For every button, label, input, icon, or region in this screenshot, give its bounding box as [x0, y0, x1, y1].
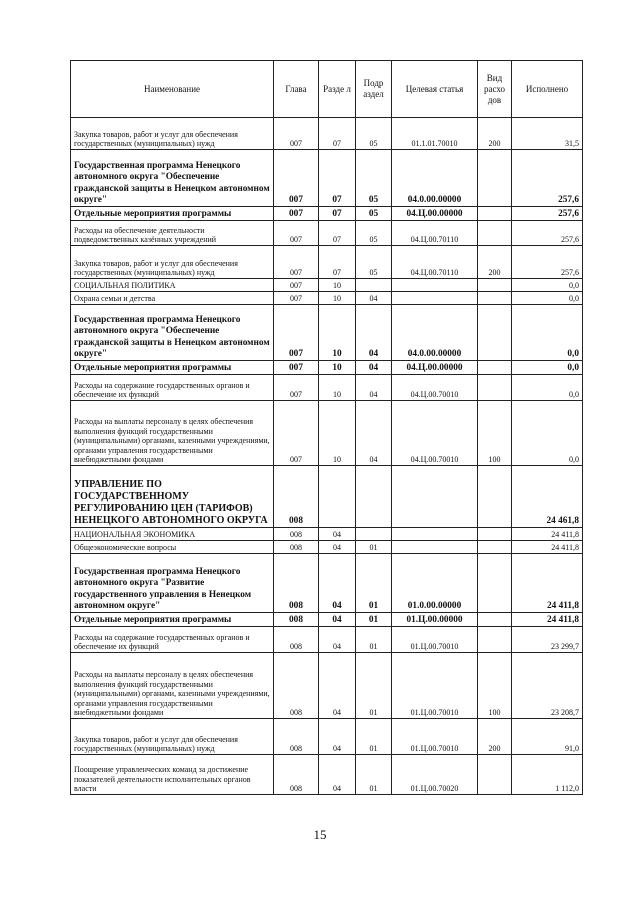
row-target-article: 04.0.00.00000 — [392, 305, 478, 361]
row-expense-type — [478, 554, 512, 613]
row-expense-type — [478, 279, 512, 292]
row-name: Отдельные мероприятия программы — [71, 207, 274, 221]
row-expense-type — [478, 627, 512, 653]
row-razdel: 07 — [319, 150, 356, 207]
row-razdel: 04 — [319, 528, 356, 541]
row-executed-amount: 23 299,7 — [512, 627, 583, 653]
row-razdel: 10 — [319, 292, 356, 305]
row-glava: 007 — [274, 150, 319, 207]
table-row — [71, 279, 583, 292]
row-executed-amount: 31,5 — [512, 118, 583, 150]
table-row — [71, 305, 583, 361]
row-glava: 007 — [274, 279, 319, 292]
row-target-article — [392, 292, 478, 305]
row-executed-amount: 24 411,8 — [512, 541, 583, 554]
row-razdel: 04 — [319, 719, 356, 755]
row-expense-type — [478, 755, 512, 795]
row-glava: 007 — [274, 118, 319, 150]
header-glava: Глава — [274, 61, 319, 118]
row-razdel: 10 — [319, 375, 356, 401]
header-executed: Исполнено — [512, 61, 583, 118]
table-row — [71, 755, 583, 795]
table-row — [71, 375, 583, 401]
row-podrazdel: 05 — [356, 207, 392, 221]
page-number: 15 — [313, 827, 327, 842]
row-target-article: 04.0.00.00000 — [392, 150, 478, 207]
row-target-article — [392, 528, 478, 541]
row-executed-amount: 0,0 — [512, 361, 583, 375]
header-expense-type: Вид расхо дов — [478, 61, 512, 118]
row-razdel: 04 — [319, 554, 356, 613]
row-glava: 007 — [274, 207, 319, 221]
row-glava: 007 — [274, 246, 319, 279]
row-target-article: 01.Ц.00.70010 — [392, 627, 478, 653]
row-podrazdel — [356, 279, 392, 292]
row-podrazdel: 01 — [356, 627, 392, 653]
row-glava: 007 — [274, 361, 319, 375]
row-razdel: 04 — [319, 541, 356, 554]
row-glava: 007 — [274, 221, 319, 246]
row-target-article: 04.Ц.00.70010 — [392, 375, 478, 401]
row-expense-type — [478, 613, 512, 627]
table-row — [71, 150, 583, 207]
table-row — [71, 528, 583, 541]
row-glava: 008 — [274, 653, 319, 719]
row-glava: 008 — [274, 466, 319, 528]
row-expense-type — [478, 292, 512, 305]
row-executed-amount: 24 411,8 — [512, 554, 583, 613]
table-row — [71, 361, 583, 375]
row-name: Расходы на содержание государственных органов и обеспечение их функций — [71, 375, 274, 401]
row-expense-type — [478, 361, 512, 375]
row-name: Поощрение управленческих команд за достижение показателей деятельности исполнительных органов власти — [71, 755, 274, 795]
row-razdel: 10 — [319, 305, 356, 361]
row-glava: 007 — [274, 292, 319, 305]
row-target-article: 01.0.00.00000 — [392, 554, 478, 613]
row-target-article: 01.1.01.70010 — [392, 118, 478, 150]
row-razdel: 10 — [319, 279, 356, 292]
row-expense-type — [478, 541, 512, 554]
row-executed-amount: 0,0 — [512, 401, 583, 466]
row-target-article: 04.Ц.00.00000 — [392, 207, 478, 221]
row-name: Отдельные мероприятия программы — [71, 361, 274, 375]
row-podrazdel: 01 — [356, 653, 392, 719]
row-glava: 007 — [274, 375, 319, 401]
table-row — [71, 118, 583, 150]
row-executed-amount: 257,6 — [512, 221, 583, 246]
row-expense-type — [478, 221, 512, 246]
row-name: Расходы на содержание государственных органов и обеспечение их функций — [71, 627, 274, 653]
row-razdel: 04 — [319, 755, 356, 795]
row-razdel: 04 — [319, 627, 356, 653]
row-expense-type: 100 — [478, 401, 512, 466]
row-razdel: 10 — [319, 401, 356, 466]
row-expense-type — [478, 150, 512, 207]
row-glava: 007 — [274, 401, 319, 466]
row-target-article: 04.Ц.00.00000 — [392, 361, 478, 375]
row-expense-type: 200 — [478, 118, 512, 150]
table-row — [71, 719, 583, 755]
row-expense-type — [478, 466, 512, 528]
row-executed-amount: 24 411,8 — [512, 528, 583, 541]
row-name: Общеэкономические вопросы — [71, 541, 274, 554]
row-podrazdel: 05 — [356, 118, 392, 150]
row-target-article — [392, 466, 478, 528]
row-razdel: 04 — [319, 613, 356, 627]
row-name: Государственная программа Ненецкого автономного округа "Развитие государственного управления в Ненецком автономном округе" — [71, 554, 274, 613]
row-glava: 007 — [274, 305, 319, 361]
table-row — [71, 541, 583, 554]
table-row — [71, 466, 583, 528]
row-podrazdel: 01 — [356, 613, 392, 627]
row-podrazdel: 01 — [356, 541, 392, 554]
row-target-article: 04.Ц.00.70010 — [392, 401, 478, 466]
table-row — [71, 653, 583, 719]
row-podrazdel: 05 — [356, 246, 392, 279]
row-target-article: 01.Ц.00.70010 — [392, 653, 478, 719]
table-row — [71, 207, 583, 221]
row-glava: 008 — [274, 627, 319, 653]
row-name: Расходы на обеспечение деятельности подведомственных казённых учреждений — [71, 221, 274, 246]
row-name: Отдельные мероприятия программы — [71, 613, 274, 627]
row-expense-type — [478, 528, 512, 541]
row-executed-amount: 257,6 — [512, 150, 583, 207]
row-executed-amount: 0,0 — [512, 279, 583, 292]
row-glava: 008 — [274, 613, 319, 627]
row-name: Закупка товаров, работ и услуг для обеспечения государственных (муниципальных) нужд — [71, 118, 274, 150]
table-row — [71, 401, 583, 466]
header-podrazdel: Подр аздел — [356, 61, 392, 118]
row-glava: 008 — [274, 719, 319, 755]
row-glava: 008 — [274, 554, 319, 613]
row-executed-amount: 0,0 — [512, 292, 583, 305]
row-executed-amount: 257,6 — [512, 207, 583, 221]
row-podrazdel: 04 — [356, 305, 392, 361]
header-name: Наименование — [71, 61, 274, 118]
row-expense-type: 200 — [478, 719, 512, 755]
row-name: Расходы на выплаты персоналу в целях обеспечения выполнения функций государственными (муниципальными) органами, казенными учреждениями, органами управления государственными внебюджетными фондами — [71, 653, 274, 719]
row-name: Закупка товаров, работ и услуг для обеспечения государственных (муниципальных) нужд — [71, 719, 274, 755]
row-glava: 008 — [274, 755, 319, 795]
row-target-article: 04.Ц.00.70110 — [392, 246, 478, 279]
header-razdel: Разде л — [319, 61, 356, 118]
row-podrazdel — [356, 466, 392, 528]
row-razdel: 04 — [319, 653, 356, 719]
row-razdel: 07 — [319, 118, 356, 150]
row-target-article — [392, 279, 478, 292]
row-expense-type — [478, 305, 512, 361]
row-podrazdel: 01 — [356, 719, 392, 755]
row-expense-type — [478, 207, 512, 221]
row-name: Закупка товаров, работ и услуг для обеспечения государственных (муниципальных) нужд — [71, 246, 274, 279]
row-target-article: 01.Ц.00.00000 — [392, 613, 478, 627]
row-name: Государственная программа Ненецкого автономного округа "Обеспечение гражданской защиты в Ненецком автономном округе" — [71, 150, 274, 207]
row-target-article: 01.Ц.00.70020 — [392, 755, 478, 795]
row-name: НАЦИОНАЛЬНАЯ ЭКОНОМИКА — [71, 528, 274, 541]
row-razdel: 07 — [319, 246, 356, 279]
row-executed-amount: 0,0 — [512, 375, 583, 401]
row-executed-amount: 257,6 — [512, 246, 583, 279]
row-name: Государственная программа Ненецкого автономного округа "Обеспечение гражданской защиты в Ненецком автономном округе" — [71, 305, 274, 361]
row-podrazdel: 05 — [356, 221, 392, 246]
row-executed-amount: 24 461,8 — [512, 466, 583, 528]
table-body — [71, 118, 583, 795]
table-row — [71, 627, 583, 653]
table-row — [71, 613, 583, 627]
row-podrazdel: 04 — [356, 401, 392, 466]
row-name: Расходы на выплаты персоналу в целях обеспечения выполнения функций государственными (муниципальными) органами, казенными учреждениями, органами управления государственными внебюджетными фондами — [71, 401, 274, 466]
row-razdel — [319, 466, 356, 528]
row-glava: 008 — [274, 541, 319, 554]
row-podrazdel: 05 — [356, 150, 392, 207]
row-podrazdel — [356, 528, 392, 541]
row-name: СОЦИАЛЬНАЯ ПОЛИТИКА — [71, 279, 274, 292]
row-podrazdel: 04 — [356, 375, 392, 401]
row-podrazdel: 04 — [356, 292, 392, 305]
table-row — [71, 221, 583, 246]
row-executed-amount: 0,0 — [512, 305, 583, 361]
row-target-article: 01.Ц.00.70010 — [392, 719, 478, 755]
table-header-row — [71, 61, 583, 118]
row-podrazdel: 01 — [356, 554, 392, 613]
row-razdel: 10 — [319, 361, 356, 375]
row-target-article: 04.Ц.00.70110 — [392, 221, 478, 246]
row-expense-type: 200 — [478, 246, 512, 279]
row-executed-amount: 23 208,7 — [512, 653, 583, 719]
row-executed-amount: 91,0 — [512, 719, 583, 755]
row-razdel: 07 — [319, 207, 356, 221]
header-target-article: Целевая статья — [392, 61, 478, 118]
row-executed-amount: 1 112,0 — [512, 755, 583, 795]
row-name: УПРАВЛЕНИЕ ПО ГОСУДАРСТВЕННОМУ РЕГУЛИРОВАНИЮ ЦЕН (ТАРИФОВ) НЕНЕЦКОГО АВТОНОМНОГО ОКРУГА — [71, 466, 274, 528]
row-podrazdel: 01 — [356, 755, 392, 795]
row-name: Охрана семьи и детства — [71, 292, 274, 305]
row-razdel: 07 — [319, 221, 356, 246]
table-row — [71, 292, 583, 305]
table-row — [71, 246, 583, 279]
table-row — [71, 554, 583, 613]
row-podrazdel: 04 — [356, 361, 392, 375]
budget-execution-table — [70, 60, 583, 795]
row-executed-amount: 24 411,8 — [512, 613, 583, 627]
row-target-article — [392, 541, 478, 554]
row-glava: 008 — [274, 528, 319, 541]
row-expense-type: 100 — [478, 653, 512, 719]
row-expense-type — [478, 375, 512, 401]
